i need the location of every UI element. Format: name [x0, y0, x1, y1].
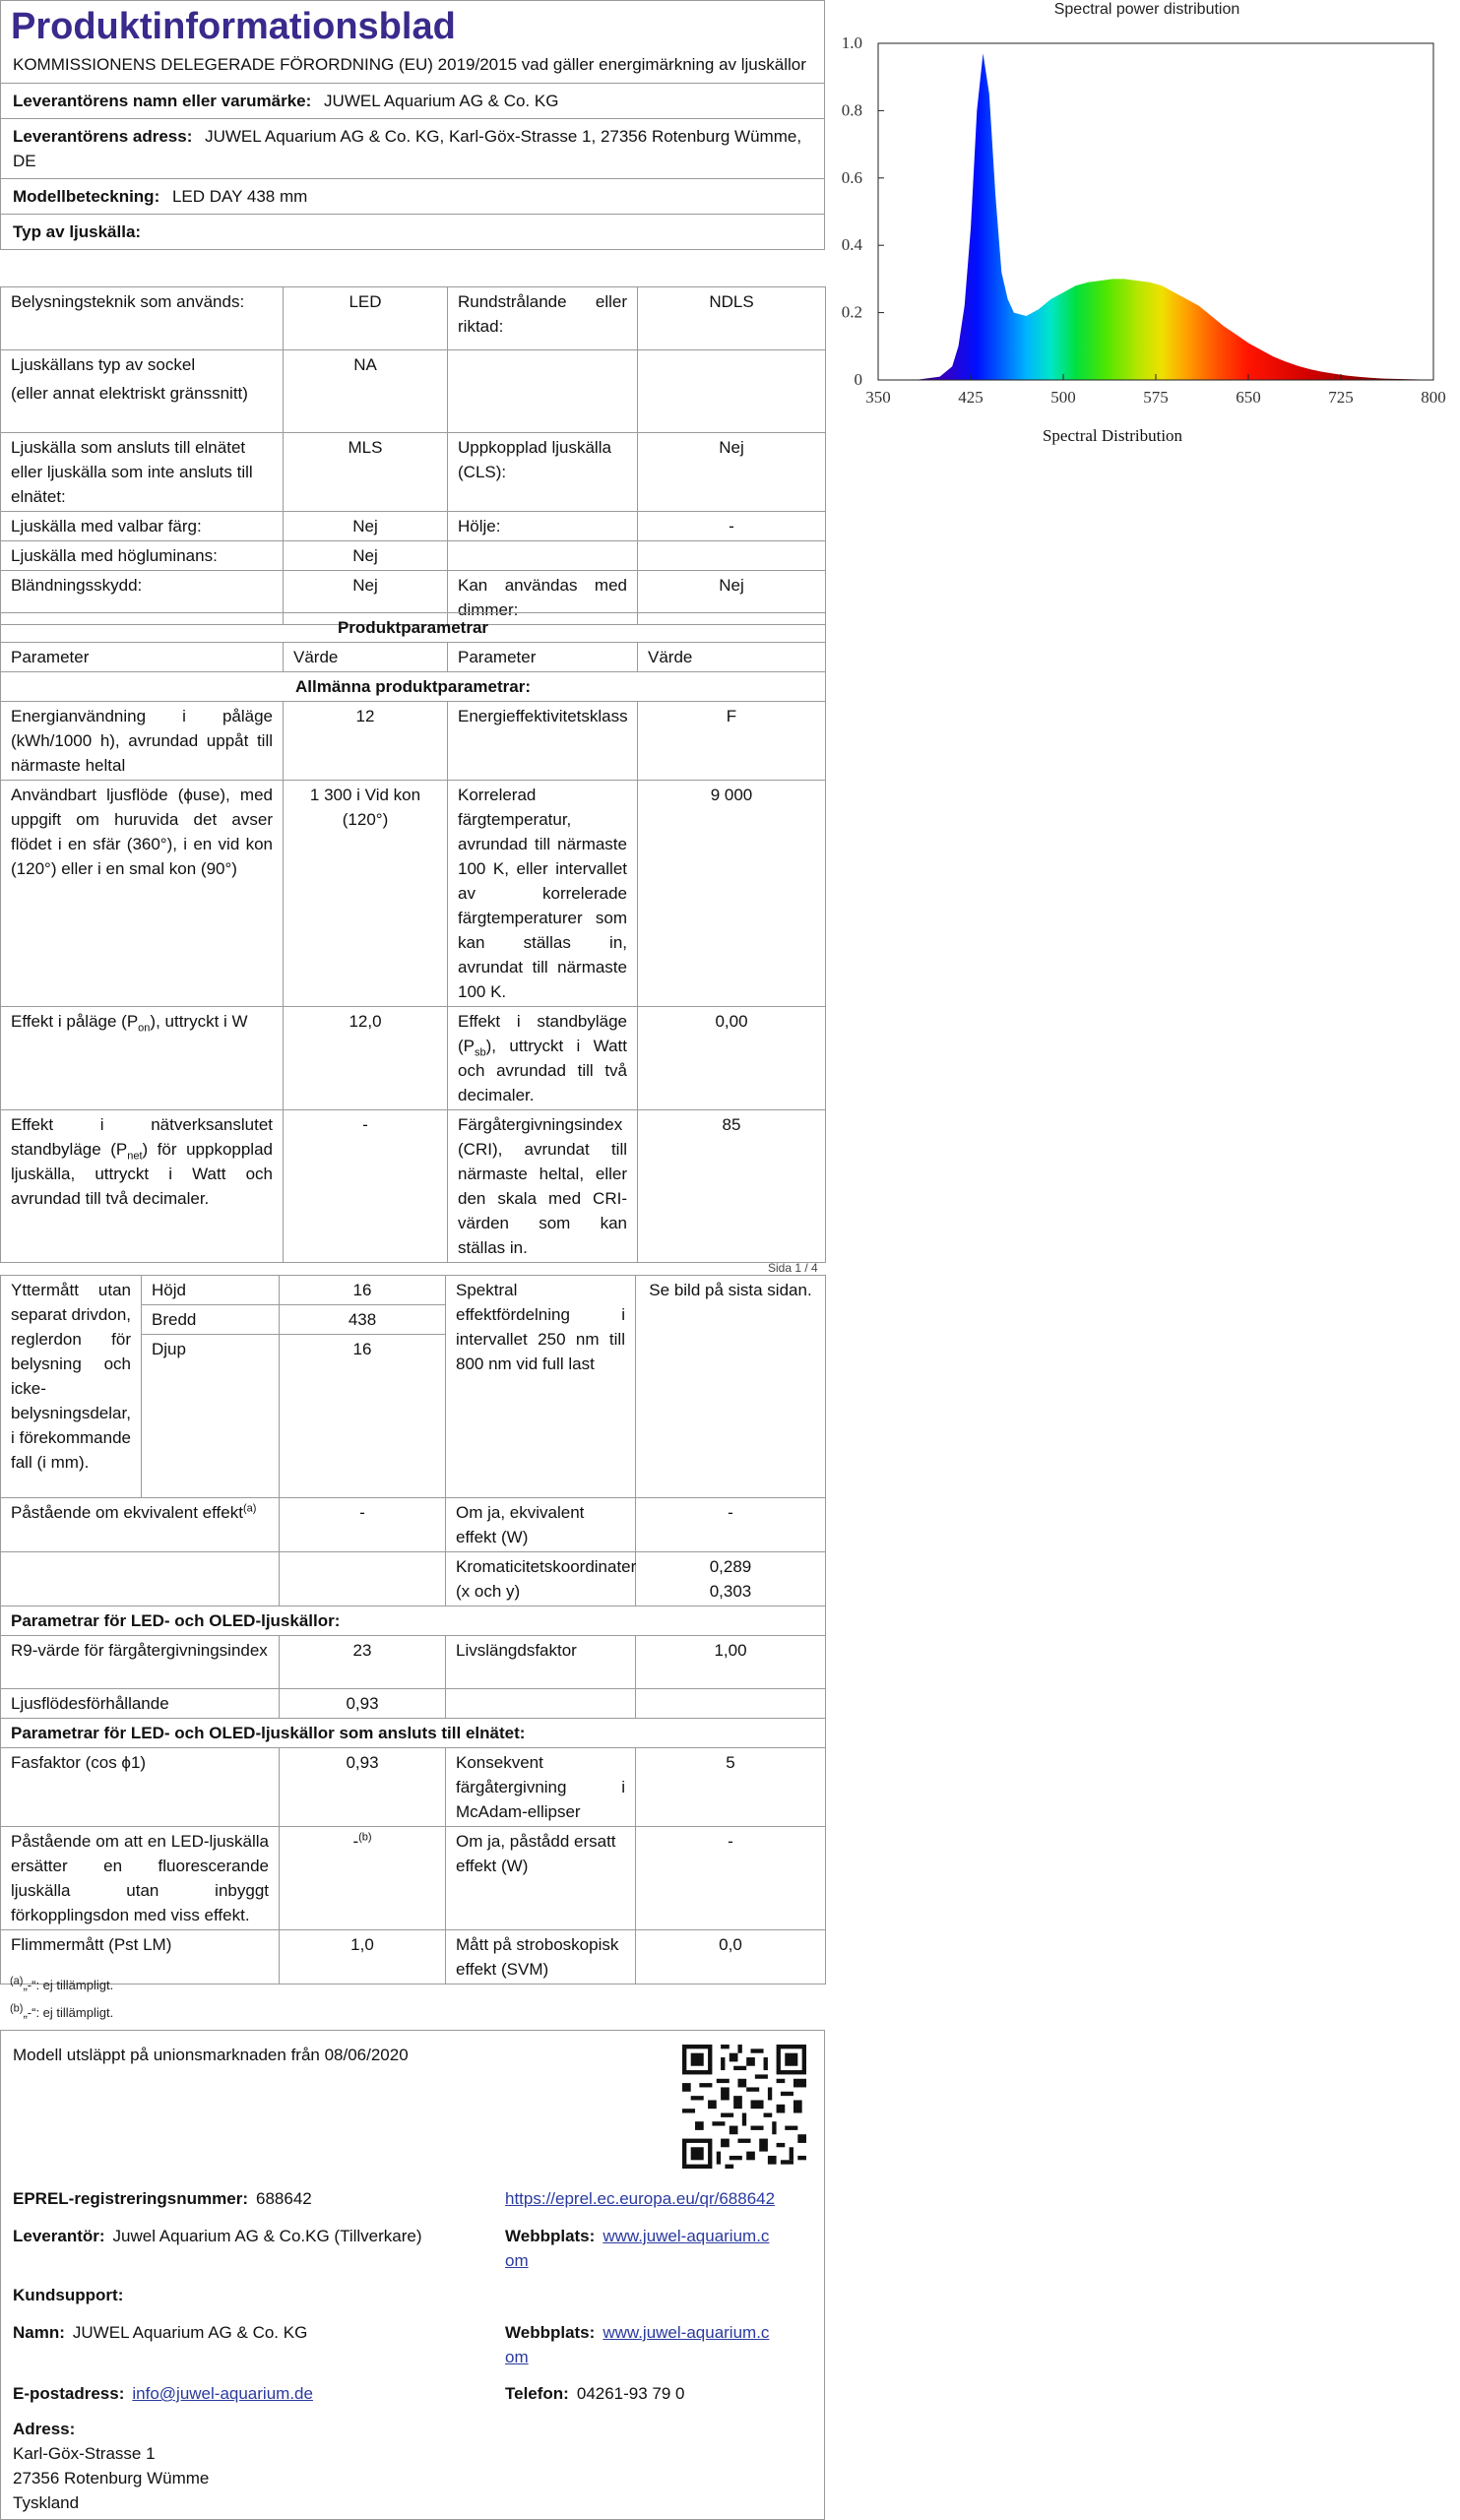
empty-cell — [446, 1689, 636, 1719]
macadam-label: Konsekvent färgåtergivning i McAdam-ellipser — [446, 1748, 636, 1827]
standby-power-text: Effekt i standbyläge (P — [458, 1012, 627, 1055]
color-tunable-label: Ljuskälla med valbar färg: — [1, 512, 284, 541]
footnote-a — [10, 1973, 113, 1997]
high-luminance-value: Nej — [284, 541, 448, 571]
regulation-text: KOMMISSIONENS DELEGERADE FÖRORDNING (EU) 2019/2015 vad gäller energimärkning av ljuskällor — [1, 50, 824, 84]
survival-factor-label: Livslängdsfaktor — [446, 1636, 636, 1689]
stroboscopic-value: 0,0 — [636, 1930, 826, 1984]
energy-class-label: Energieffektivitetsklass — [448, 702, 638, 781]
y-tick-label: 0.4 — [841, 235, 862, 255]
energy-consumption-value: 12 — [284, 702, 448, 781]
dimensions-table — [0, 1275, 826, 1984]
cap-type-note: (eller annat elektriskt gränssnitt) — [11, 384, 248, 403]
type-heading-row — [1, 215, 824, 249]
empty-cell — [638, 541, 826, 571]
standby-power-value: 0,00 — [638, 1007, 826, 1110]
mains-led-parameters-heading: Parametrar för LED- och OLED-ljuskällor som ansluts till elnätet: — [1, 1719, 826, 1748]
x-tick-label: 500 — [1050, 388, 1076, 407]
lumen-maintenance-label: Ljusflödesförhållande — [1, 1689, 280, 1719]
x-tick-label: 350 — [865, 388, 891, 407]
type-heading: Typ av ljuskälla: — [13, 222, 142, 241]
cls-value: Nej — [638, 433, 826, 512]
mains-value: MLS — [284, 433, 448, 512]
support-website-label: Webbplats: — [505, 2323, 596, 2342]
technology-label: Belysningsteknik som används: — [1, 287, 284, 350]
eprel-reg-label: EPREL-registreringsnummer: — [13, 2189, 248, 2208]
r9-label: R9-värde för färgåtergivningsindex — [1, 1636, 280, 1689]
replacement-watt-value: - — [636, 1827, 826, 1930]
replacement-claim-label: Påstående om att en LED-ljuskälla ersätter en fluorescerande ljuskälla utan inbyggt förkopplingsdon med viss effekt. — [1, 1827, 280, 1930]
equivalent-power-watt-value: - — [636, 1498, 826, 1552]
luminous-flux-label: Användbart ljusflöde (ϕuse), med uppgift om huruvida det avser flödet i en sfär (360°), i en vid kon (120°) eller i en smal kon (90°) — [1, 781, 284, 1007]
spectral-chart — [827, 0, 1457, 463]
standby-power-text-end: ), uttryckt i Watt och avrundad till två decimaler. — [458, 1037, 627, 1104]
column-header-value: Värde — [638, 643, 826, 672]
model-row — [1, 179, 824, 215]
support-website-row — [505, 2320, 820, 2369]
on-mode-power-label — [1, 1007, 284, 1110]
x-tick-label: 575 — [1143, 388, 1169, 407]
model-label: Modellbeteckning: — [13, 187, 160, 206]
width-value: 438 — [280, 1305, 446, 1335]
height-value: 16 — [280, 1276, 446, 1305]
energy-consumption-label: Energianvändning i påläge (kWh/1000 h), avrundad uppåt till närmaste heltal — [1, 702, 284, 781]
eprel-website-label: Webbplats: — [505, 2227, 596, 2245]
support-name-value: JUWEL Aquarium AG & Co. KG — [72, 2323, 308, 2342]
led-parameters-heading: Parametrar för LED- och OLED-ljuskällor: — [1, 1606, 826, 1636]
mains-label: Ljuskälla som ansluts till elnätet eller ljuskälla som inte ansluts till elnätet: — [1, 433, 284, 512]
supplier-value: JUWEL Aquarium AG & Co. KG — [324, 92, 559, 110]
color-tunable-value: Nej — [284, 512, 448, 541]
support-name-row — [13, 2320, 307, 2345]
stroboscopic-label: Mått på stroboskopisk effekt (SVM) — [446, 1930, 636, 1984]
chart-title: Spectral power distribution — [1053, 1, 1240, 18]
envelope-label: Hölje: — [448, 512, 638, 541]
dimmable-value: Nej — [638, 571, 826, 625]
empty-cell — [448, 541, 638, 571]
postal-address — [13, 2417, 209, 2515]
on-mode-power-value: 12,0 — [284, 1007, 448, 1110]
footnote-a-sup: (a) — [10, 1975, 24, 1987]
cct-value: 9 000 — [638, 781, 826, 1007]
spectral-distribution-label: Spektral effektfördelning i intervallet 250 nm till 800 nm vid full last — [446, 1276, 636, 1498]
eprel-website-link-end[interactable]: om — [505, 2251, 529, 2270]
cri-value: 85 — [638, 1110, 826, 1263]
supplier-row — [1, 84, 824, 119]
directional-value: NDLS — [638, 287, 826, 350]
footnote-b-marker: (b) — [358, 1831, 372, 1844]
survival-factor-value: 1,00 — [636, 1636, 826, 1689]
power-factor-label: Fasfaktor (cos ϕ1) — [1, 1748, 280, 1827]
y-tick-label: 0.2 — [841, 302, 862, 322]
outer-dimensions-label: Yttermått utan separat drivdon, reglerdon för belysning och icke-belysningsdelar, i förekommande fall (i mm). — [1, 1276, 142, 1498]
chromaticity-label: Kromaticitetskoordinater (x och y) — [446, 1552, 636, 1606]
column-header-value: Värde — [284, 643, 448, 672]
postal-address-line-2: 27356 Rotenburg Wümme — [13, 2469, 210, 2488]
cls-label: Uppkopplad ljuskälla (CLS): — [448, 433, 638, 512]
replacement-claim-value — [280, 1827, 446, 1930]
standby-power-sub: sb — [475, 1046, 486, 1059]
eprel-link[interactable]: https://eprel.ec.europa.eu/qr/688642 — [505, 2189, 776, 2208]
footnote-b — [10, 2000, 113, 2025]
phone-row — [505, 2381, 685, 2406]
footnote-a-text: „-“: ej tillämpligt. — [23, 1978, 114, 1992]
depth-value: 16 — [280, 1335, 446, 1498]
email-label: E-postadress: — [13, 2384, 125, 2403]
page-number: Sida 1 / 4 — [768, 1261, 818, 1275]
x-tick-label: 725 — [1328, 388, 1354, 407]
phone-value: 04261-93 79 0 — [576, 2384, 685, 2403]
flicker-value: 1,0 — [280, 1930, 446, 1984]
empty-cell — [448, 350, 638, 433]
x-tick-label: 800 — [1421, 388, 1446, 407]
empty-cell — [280, 1552, 446, 1606]
model-value: LED DAY 438 mm — [171, 187, 308, 206]
footnote-b-sup: (b) — [10, 2002, 24, 2015]
postal-address-line-1: Karl-Göx-Strasse 1 — [13, 2444, 156, 2463]
depth-label: Djup — [142, 1335, 280, 1498]
support-website-link-end[interactable]: om — [505, 2348, 529, 2366]
high-luminance-label: Ljuskälla med högluminans: — [1, 541, 284, 571]
release-date-text: Modell utsläppt på unionsmarknaden från 08/06/2020 — [13, 2046, 409, 2064]
cap-type-cell — [1, 350, 284, 433]
anti-glare-value: Nej — [284, 571, 448, 625]
networked-standby-label — [1, 1110, 284, 1263]
empty-cell — [636, 1689, 826, 1719]
chromaticity-x: 0,289 — [709, 1557, 752, 1576]
eprel-supplier-value: Juwel Aquarium AG & Co.KG (Tillverkare) — [112, 2227, 422, 2245]
eprel-website-row — [505, 2224, 820, 2273]
page-title: Produktinformationsblad — [11, 6, 456, 47]
empty-cell — [1, 1552, 280, 1606]
equivalent-power-watt-label: Om ja, ekvivalent effekt (W) — [446, 1498, 636, 1552]
customer-support-label: Kundsupport: — [13, 2286, 124, 2304]
eprel-supplier-row — [13, 2224, 422, 2248]
product-parameters-heading: Produktparametrar — [1, 613, 826, 643]
envelope-value: - — [638, 512, 826, 541]
anti-glare-label: Bländningsskydd: — [1, 571, 284, 625]
networked-standby-value: - — [284, 1110, 448, 1263]
y-tick-label: 0.8 — [841, 100, 862, 120]
cct-label: Korrelerad färgtemperatur, avrundad till närmaste 100 K, eller intervallet av korrelerade färgtemperaturer som kan ställas in, avrundat till närmaste 100 K. — [448, 781, 638, 1007]
support-website-link[interactable]: www.juwel-aquarium.c — [603, 2323, 770, 2342]
lumen-maintenance-value: 0,93 — [280, 1689, 446, 1719]
on-mode-power-sub: on — [138, 1022, 151, 1035]
qr-code-icon — [682, 2045, 806, 2169]
width-label: Bredd — [142, 1305, 280, 1335]
equivalent-power-value: - — [280, 1498, 446, 1552]
flicker-label: Flimmermått (Pst LM) — [1, 1930, 280, 1984]
eprel-reg-value: 688642 — [256, 2189, 312, 2208]
y-tick-label: 0 — [854, 370, 862, 389]
networked-standby-sub: net — [127, 1150, 143, 1163]
on-mode-power-text: Effekt i påläge (P — [11, 1012, 139, 1031]
supplier-label: Leverantörens namn eller varumärke: — [13, 92, 312, 110]
header-block — [0, 0, 825, 250]
networked-standby-text-end: ) för uppkopplad ljuskälla, uttryckt i Watt och avrundad till två decimaler. — [11, 1140, 273, 1208]
spectral-chart-svg — [827, 0, 1457, 463]
general-parameters-heading: Allmänna produktparametrar: — [1, 672, 826, 702]
equivalent-power-text: Påstående om ekvivalent effekt — [11, 1503, 243, 1522]
chromaticity-value — [636, 1552, 826, 1606]
equivalent-power-label — [1, 1498, 280, 1552]
empty-cell — [638, 350, 826, 433]
footnote-b-text: „-“: ej tillämpligt. — [23, 2005, 114, 2020]
y-tick-label: 1.0 — [841, 33, 862, 52]
macadam-value: 5 — [636, 1748, 826, 1827]
eprel-website-link[interactable]: www.juwel-aquarium.c — [603, 2227, 770, 2245]
postal-address-line-3: Tyskland — [13, 2493, 80, 2512]
cap-type-label: Ljuskällans typ av sockel — [11, 355, 196, 374]
height-label: Höjd — [142, 1276, 280, 1305]
y-tick-label: 0.6 — [841, 167, 862, 187]
column-header-parameter: Parameter — [1, 643, 284, 672]
technology-value: LED — [284, 287, 448, 350]
eprel-supplier-label: Leverantör: — [13, 2227, 105, 2245]
support-name-label: Namn: — [13, 2323, 65, 2342]
standby-power-label — [448, 1007, 638, 1110]
directional-label: Rundstrålande eller riktad: — [448, 287, 638, 350]
address-value: JUWEL Aquarium AG & Co. KG, Karl-Göx-Strasse 1, 27356 Rotenburg Wümme, DE — [13, 127, 802, 170]
dimmable-label: Kan användas med dimmer: — [448, 571, 638, 625]
address-label: Leverantörens adress: — [13, 127, 193, 146]
spectral-distribution-value: Se bild på sista sidan. — [636, 1276, 826, 1498]
email-link[interactable]: info@juwel-aquarium.de — [132, 2384, 313, 2403]
postal-address-label: Adress: — [13, 2420, 76, 2438]
cap-type-value: NA — [284, 350, 448, 433]
networked-standby-text: Effekt i nätverksanslutet standbyläge (P — [11, 1115, 273, 1159]
spectrum-area — [916, 53, 1433, 380]
footnote-a-marker: (a) — [242, 1502, 257, 1515]
eprel-block — [0, 2030, 825, 2520]
eprel-reg-row — [13, 2186, 312, 2211]
power-factor-value: 0,93 — [280, 1748, 446, 1827]
chromaticity-y: 0,303 — [709, 1582, 752, 1601]
column-header-parameter: Parameter — [448, 643, 638, 672]
cri-label: Färgåtergivningsindex (CRI), avrundat till närmaste heltal, eller den skala med CRI-värden som kan ställas in. — [448, 1110, 638, 1263]
chart-x-axis-label: Spectral Distribution — [1042, 426, 1183, 445]
r9-value: 23 — [280, 1636, 446, 1689]
product-parameters-table — [0, 612, 826, 1263]
luminous-flux-value: 1 300 i Vid kon (120°) — [284, 781, 448, 1007]
light-source-type-table — [0, 286, 826, 625]
x-tick-label: 650 — [1236, 388, 1261, 407]
x-tick-label: 425 — [958, 388, 984, 407]
phone-label: Telefon: — [505, 2384, 569, 2403]
replacement-watt-label: Om ja, påstådd ersatt effekt (W) — [446, 1827, 636, 1930]
email-row — [13, 2381, 313, 2406]
replacement-claim-dash: - — [352, 1832, 359, 1851]
address-row — [1, 119, 824, 179]
on-mode-power-text-end: ), uttryckt i W — [150, 1012, 248, 1031]
energy-class-value: F — [638, 702, 826, 781]
